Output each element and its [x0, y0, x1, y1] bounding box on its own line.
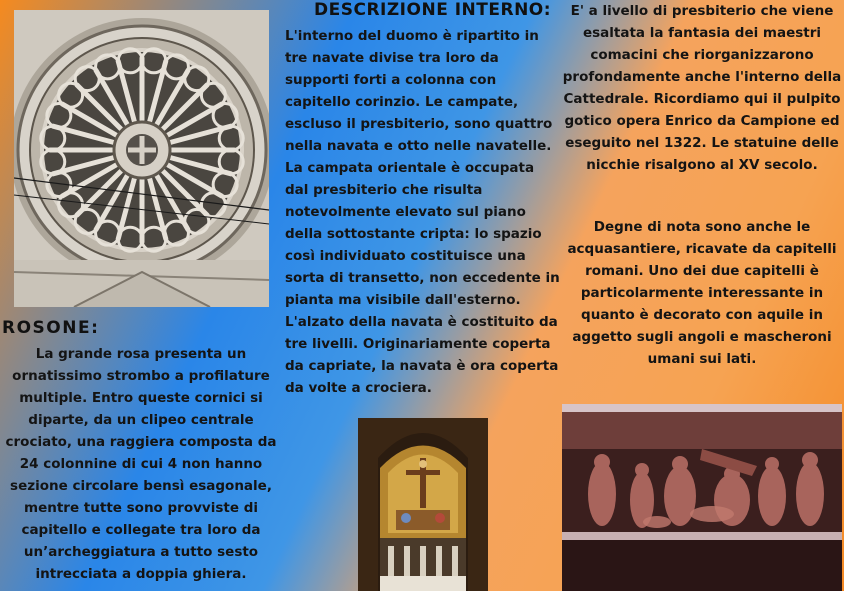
rose-window-image: [14, 10, 269, 307]
description-text: L'interno del duomo è ripartito in tre navate divise tra loro da supporti forti a colonna con capitello corinzio. Le campate, escluso il presbiterio, sono quattro nella navata e otto nelle navatelle. La campata orientale è occupata dal presbiterio che risulta notevolmente elevato sul piano della sottostante cripta: lo spazio così individuato costituisce una sorta di transetto, non eccedente in pianta ma visibile dall'esterno. L'alzato della navata è costituito da tre livelli. Originariamente coperta da capriate, la navata è ora coperta da volte a crociera.: [285, 28, 560, 396]
interior-apse-photo: [358, 418, 488, 591]
holy-water-paragraph: Degne di nota sono anche le acquasantiere, ricavate da capitelli romani. Uno dei due capitelli è particolarmente interessante in quanto è decorato con aquile in aggetto sugli angoli e mascheroni umani sui lati.: [567, 219, 837, 367]
rose-window-photo: [14, 10, 269, 307]
nativity-relief-image: [562, 404, 842, 591]
description-heading: DESCRIZIONE INTERNO:: [314, 0, 552, 20]
nativity-relief-photo: [562, 404, 842, 591]
interior-apse-image: [358, 418, 488, 591]
rose-window-text: La grande rosa presenta un ornatissimo strombo a profilature multiple. Entro queste cornici si diparte, da un clipeo centrale crociato, una raggiera composta da 24 colonnine di cui 4 non hanno sezione circolare bensì esagonale, mentre tutte sono provviste di capitello e collegate tra loro da un’archeggiatura a tutto sesto intrecciata a doppia ghiera.: [5, 346, 277, 582]
presbytery-paragraph: E' a livello di presbiterio che viene esaltata la fantasia dei maestri comacini che riorganizzarono profondamente anche l'interno della Cattedrale. Ricordiamo qui il pulpito gotico opera Enrico da Campione ed eseguito nel 1322. Le statuine delle nicchie risalgono al XV secolo.: [562, 3, 842, 173]
rose-window-heading: ROSONE:: [2, 318, 100, 338]
